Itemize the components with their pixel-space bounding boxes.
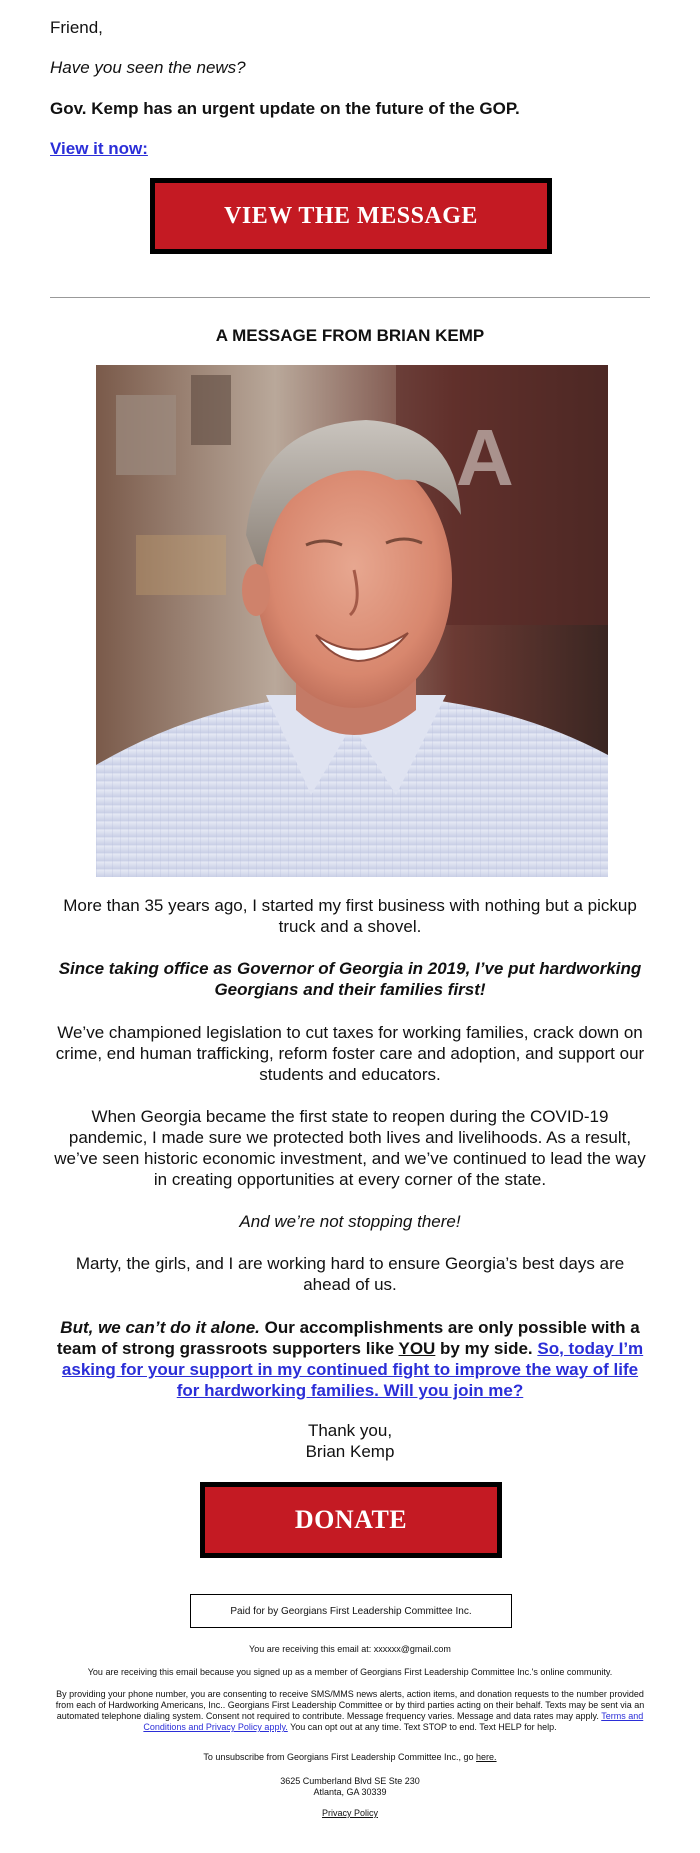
paragraph-covid: When Georgia became the first state to reopen during the COVID-19 pandemic, I made sure we protected both lives and livelihoods. As a result, we’ve seen historic economic investment, and we’ve continued to lead the way in creating opportunities at every corner of the state. xyxy=(54,1107,646,1189)
portrait-illustration xyxy=(96,365,608,877)
signoff-block xyxy=(50,1420,650,1462)
ask-body-text: Our accomplishments are only possible with a team of strong grassroots supporters like xyxy=(56,1318,640,1358)
section-divider xyxy=(50,297,650,298)
paragraph-not-stopping: And we’re not stopping there! xyxy=(239,1212,461,1231)
view-message-button[interactable]: VIEW THE MESSAGE xyxy=(150,178,552,254)
privacy-policy-link[interactable]: Privacy Policy xyxy=(321,1808,378,1818)
address-line1: 3625 Cumberland Blvd SE Ste 230 xyxy=(280,1776,420,1786)
paragraph-family: Marty, the girls, and I are working hard to ensure Georgia’s best days are ahead of us. xyxy=(75,1254,625,1294)
mailing-address xyxy=(50,1776,650,1798)
receiving-notice xyxy=(50,1644,650,1655)
privacy-policy-block xyxy=(50,1808,650,1819)
sms-disclaimer xyxy=(50,1689,650,1733)
question-text: Have you seen the news? xyxy=(50,58,246,77)
greeting-text: Friend, xyxy=(50,18,103,37)
sms-tail-text: You can opt out at any time. Text STOP to end. Text HELP for help. xyxy=(287,1722,557,1732)
paragraph-business: More than 35 years ago, I started my first business with nothing but a pickup truck and a shovel. xyxy=(63,896,637,936)
unsubscribe-prefix: To unsubscribe from Georgians First Leadership Committee Inc., go xyxy=(203,1752,477,1762)
signature-text: Brian Kemp xyxy=(305,1442,395,1461)
recipient-email: xxxxxx@gmail.com xyxy=(373,1644,451,1654)
svg-text:A: A xyxy=(456,413,514,502)
signoff-text: Thank you, xyxy=(307,1421,393,1440)
sms-text: By providing your phone number, you are consenting to receive SMS/MMS news alerts, action items, and donation requests to the number provided from each of Hardworking Americans, Inc.. Georgians First Leadership Committee or by third parties acting on their behalf. Texts may be sent via an automated telephone dialing system. Consent not required to contribute. Message frequency varies. Message and data rates may apply. xyxy=(55,1689,645,1721)
paragraph-governor: Since taking office as Governor of Georgia in 2019, I’ve put hardworking Georgians and their families first! xyxy=(58,959,642,999)
paragraph-legislation: We’ve championed legislation to cut taxes for working families, crack down on crime, end human trafficking, reform foster care and adoption, and support our students and educators. xyxy=(55,1023,645,1084)
address-line2: Atlanta, GA 30339 xyxy=(313,1787,387,1797)
terms-privacy-link[interactable]: Terms and Conditions and Privacy Policy apply. xyxy=(143,1711,644,1732)
headline-text: Gov. Kemp has an urgent update on the future of the GOP. xyxy=(50,99,520,118)
receiving-prefix: You are receiving this email at: xyxy=(249,1644,374,1654)
ask-lead-text: But, we can’t do it alone. xyxy=(60,1318,260,1337)
join-me-link[interactable]: So, today I’m asking for your support in my continued fight to improve the way of life for hardworking families. Will you join me? xyxy=(61,1339,644,1400)
paragraph-ask xyxy=(50,1317,650,1401)
ask-side-text: by my side. xyxy=(435,1339,538,1358)
ask-you-text: YOU xyxy=(398,1339,436,1358)
brian-kemp-photo[interactable] xyxy=(96,365,608,877)
paid-for-disclaimer: Paid for by Georgians First Leadership Committee Inc. xyxy=(190,1594,512,1628)
unsubscribe-link[interactable]: here. xyxy=(476,1752,497,1762)
message-heading: A MESSAGE FROM BRIAN KEMP xyxy=(215,326,485,345)
unsubscribe-notice xyxy=(50,1752,650,1763)
member-notice: You are receiving this email because you signed up as a member of Georgians First Leadership Committee Inc.'s online community. xyxy=(87,1667,613,1677)
donate-button[interactable]: DONATE xyxy=(200,1482,502,1558)
view-it-now-link[interactable]: View it now: xyxy=(50,139,148,158)
